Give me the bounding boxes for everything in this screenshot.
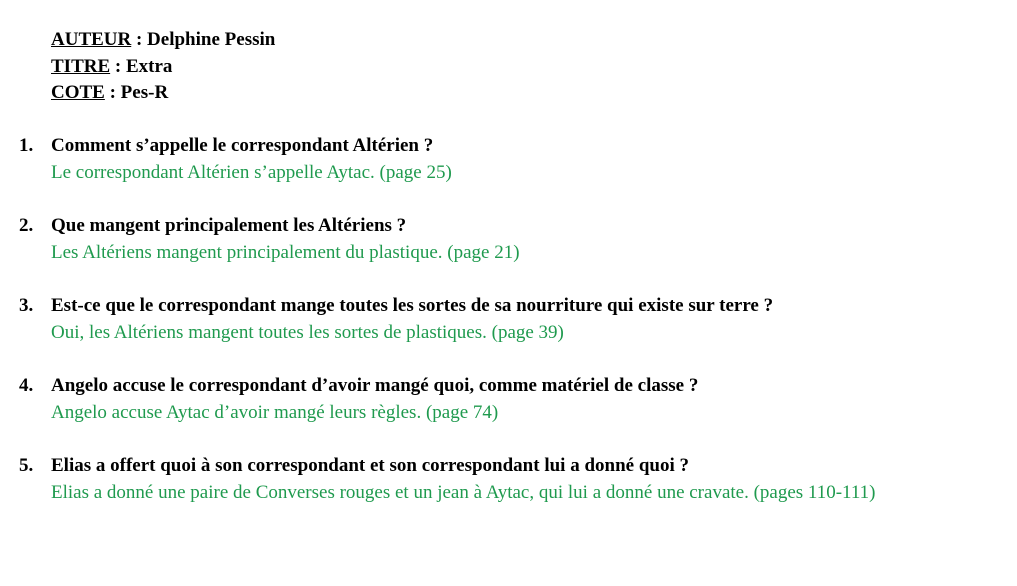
question-item-3 xyxy=(0,293,1017,373)
author-line xyxy=(51,27,275,54)
question-number: 3. xyxy=(19,295,34,316)
question-text: Angelo accuse le correspondant d’avoir mangé quoi, comme matériel de classe ? xyxy=(51,375,699,396)
cote-label: COTE xyxy=(51,82,105,103)
answer-text: Le correspondant Altérien s’appelle Aytac. (page 25) xyxy=(51,162,452,183)
question-text: Elias a offert quoi à son correspondant et son correspondant lui a donné quoi ? xyxy=(51,455,689,476)
answer-text: Elias a donné une paire de Converses rouges et un jean à Aytac, qui lui a donné une cravate. (pages 110-111) xyxy=(51,482,876,503)
question-number: 4. xyxy=(19,375,34,396)
question-item-4 xyxy=(0,373,1017,453)
question-item-2 xyxy=(0,213,1017,293)
cote-value: : Pes-R xyxy=(104,82,169,103)
book-metadata xyxy=(51,27,275,107)
answer-text: Oui, les Altériens mangent toutes les sortes de plastiques. (page 39) xyxy=(51,322,564,343)
question-text: Comment s’appelle le correspondant Altérien ? xyxy=(51,135,434,156)
question-number: 5. xyxy=(19,455,34,476)
question-item-5 xyxy=(0,453,1017,533)
answer-text: Les Altériens mangent principalement du plastique. (page 21) xyxy=(51,242,520,263)
title-value: : Extra xyxy=(110,55,173,77)
author-label: AUTEUR xyxy=(51,29,132,50)
question-list xyxy=(0,133,1017,533)
author-value: : Delphine Pessin xyxy=(131,29,276,50)
question-item-1 xyxy=(0,133,1017,213)
question-number: 2. xyxy=(19,215,34,236)
question-number: 1. xyxy=(19,135,34,156)
title-line xyxy=(51,54,275,81)
question-text: Que mangent principalement les Altériens ? xyxy=(51,215,407,236)
answer-text: Angelo accuse Aytac d’avoir mangé leurs règles. (page 74) xyxy=(51,402,499,423)
title-label: TITRE xyxy=(51,55,111,77)
cote-line xyxy=(51,80,275,107)
question-text: Est-ce que le correspondant mange toutes les sortes de sa nourriture qui existe sur terre ? xyxy=(51,295,774,316)
